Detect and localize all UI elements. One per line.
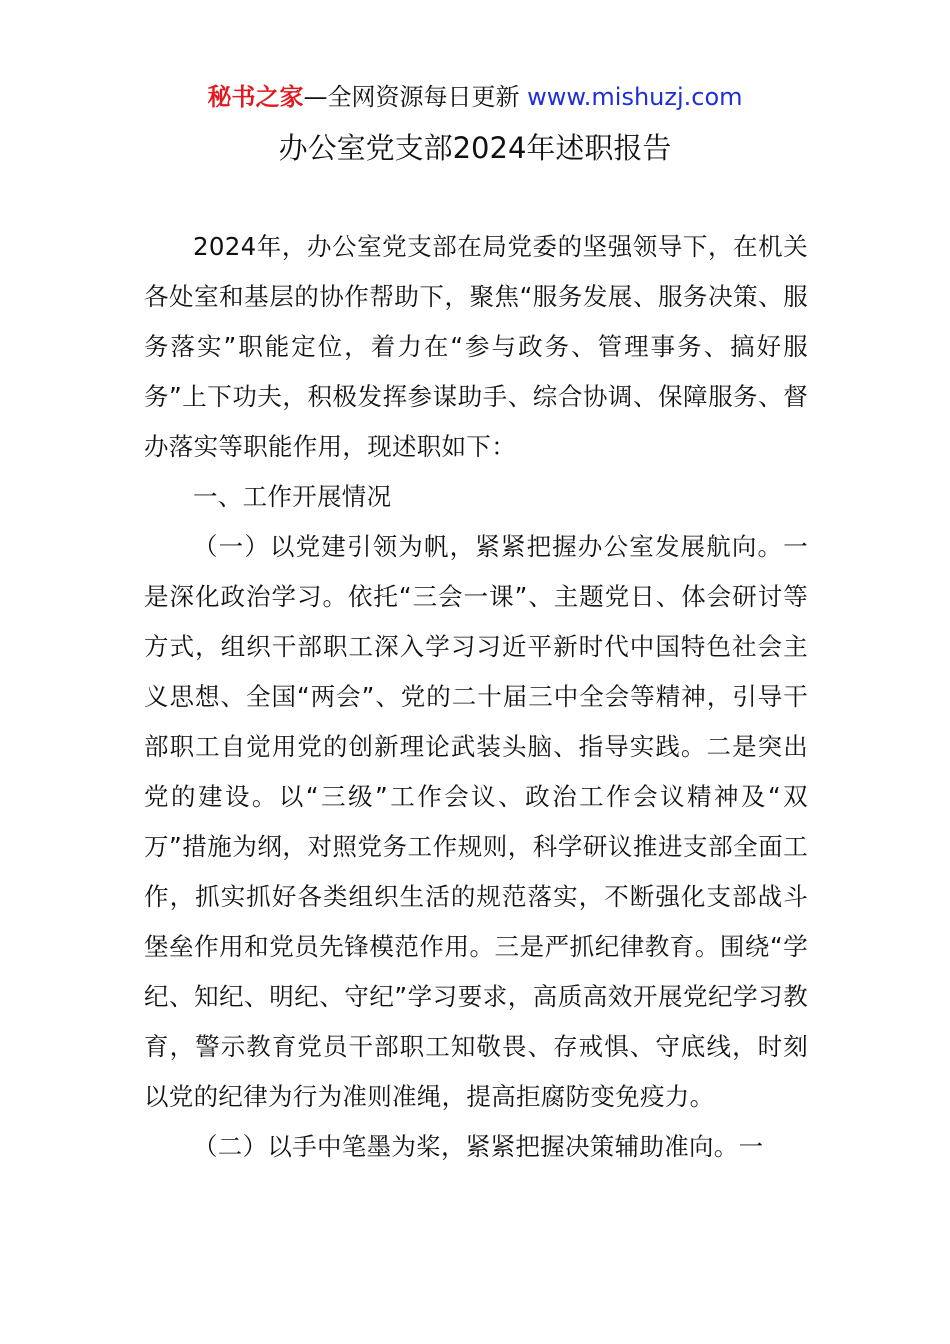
section-heading: 一、工作开展情况 xyxy=(193,482,392,511)
banner-brand: 秘书之家 xyxy=(207,83,304,111)
paragraph-intro: 2024年，办公室党支部在局党委的坚强领导下，在机关各处室和基层的协作帮助下，聚焦“服务发展、服务决策、服务落实”职能定位，着力在“参与政务、管理事务、搞好服务”上下功夫，积极发挥参谋助手、综合协调、保障服务、督办落实等职能作用，现述职如下： xyxy=(144,232,808,461)
document-body xyxy=(144,222,808,1172)
paragraph-decision-support: （二）以手中笔墨为桨，紧紧把握决策辅助准向。一 xyxy=(193,1132,764,1161)
paragraph-party-building: （一）以党建引领为帆，紧紧把握办公室发展航向。一是深化政治学习。依托“三会一课”、主题党日、体会研讨等方式，组织干部职工深入学习习近平新时代中国特色社会主义思想、全国“两会”、党的二十届三中全会等精神，引导干部职工自觉用党的创新理论武装头脑、指导实践。二是突出党的建设。以“三级”工作会议、政治工作会议精神及“双万”措施为纲，对照党务工作规则，科学研议推进支部全面工作，抓实抓好各类组织生活的规范落实，不断强化支部战斗堡垒作用和党员先锋模范作用。三是严抓纪律教育。围绕“学纪、知纪、明纪、守纪”学习要求，高质高效开展党纪学习教育，警示教育党员干部职工知敬畏、存戒惧、守底线，时刻以党的纪律为行为准则准绳，提高拒腐防变免疫力。 xyxy=(144,532,808,1111)
site-banner xyxy=(0,80,950,114)
document-title: 办公室党支部2024年述职报告 xyxy=(278,131,672,165)
banner-site-link[interactable]: www.mishuzj.com xyxy=(527,83,743,111)
banner-tagline: —全网资源每日更新 xyxy=(303,83,528,111)
